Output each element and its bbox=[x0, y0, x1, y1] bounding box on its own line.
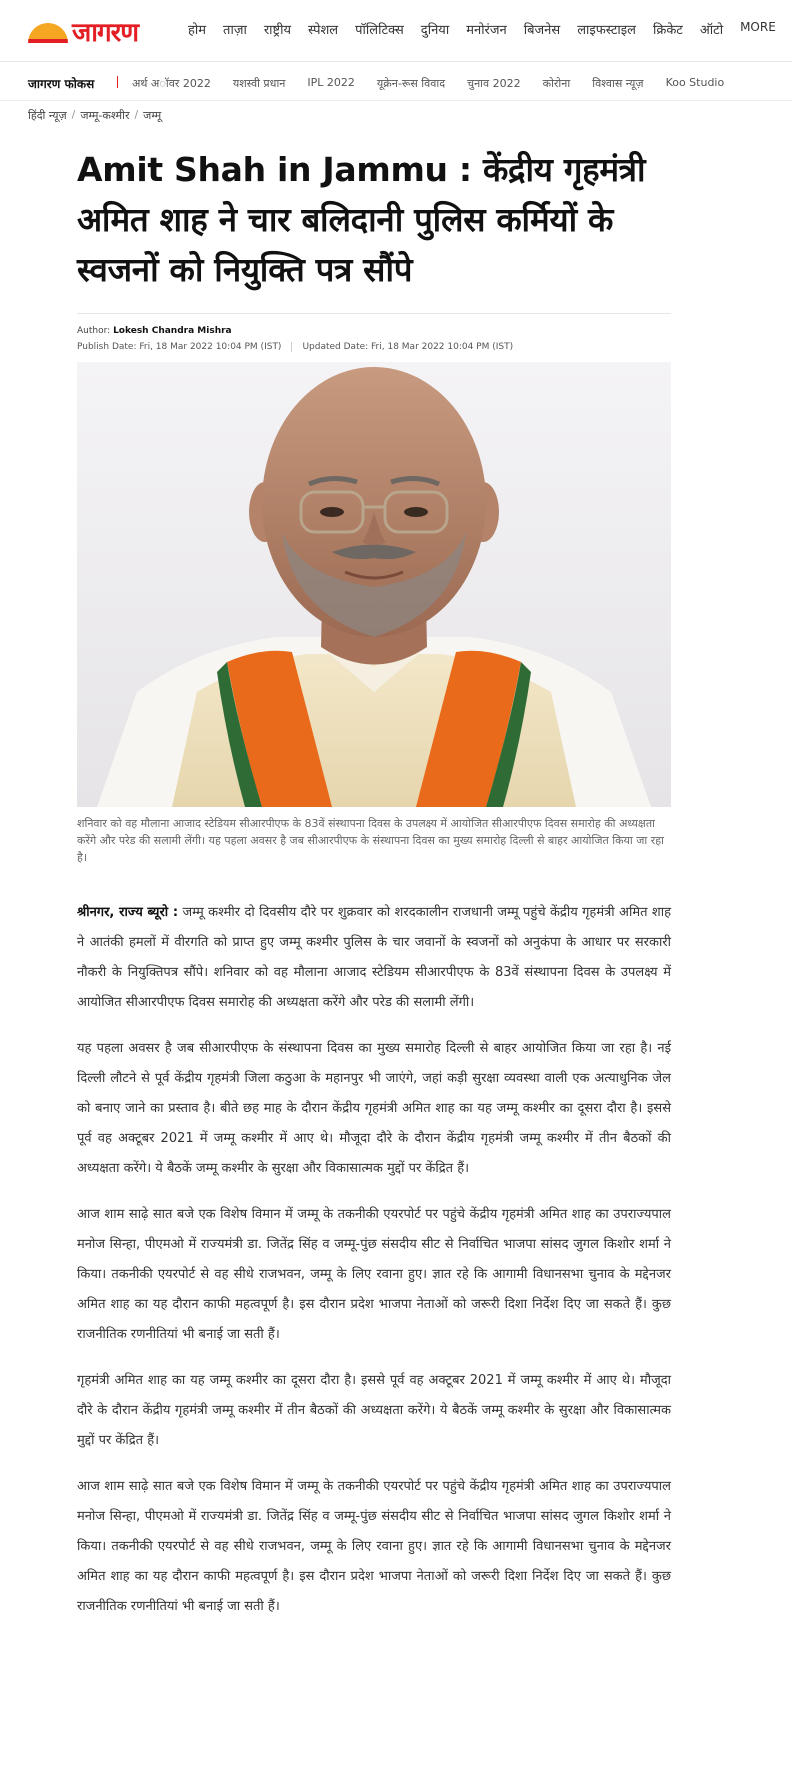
author-name[interactable]: Lokesh Chandra Mishra bbox=[113, 326, 232, 336]
author-label: Author: bbox=[77, 326, 111, 336]
portrait-illustration bbox=[77, 362, 671, 807]
breadcrumb-separator: / bbox=[71, 108, 76, 121]
nav-item-national[interactable]: राष्ट्रीय bbox=[263, 23, 292, 38]
focus-item-earth-hour[interactable]: अर्थ अॉवर 2022 bbox=[132, 77, 211, 90]
nav-item-home[interactable]: होम bbox=[188, 23, 207, 38]
site-logo[interactable] bbox=[28, 16, 138, 46]
logo-sun-icon bbox=[28, 23, 68, 43]
focus-item-elections[interactable]: चुनाव 2022 bbox=[467, 77, 521, 90]
article-paragraph bbox=[77, 898, 671, 1018]
image-caption: शनिवार को वह मौलाना आजाद स्टेडियम सीआरपीएफ के 83वें संस्थापना दिवस के उपलक्ष्य में आयोजित सीआरपीएफ दिवस समारोह की अध्यक्षता करेंगे और परेड की सलामी लेंगी। यह पहला अवसर है जब सीआरपीएफ के संस्थापना दिवस का मुख्य समारोह दिल्ली से बाहर आयोजित किया जा रहा है। bbox=[77, 817, 664, 864]
nav-item-cricket[interactable]: क्रिकेट bbox=[652, 23, 683, 38]
focus-items bbox=[132, 76, 746, 91]
article-headline: Amit Shah in Jammu : केंद्रीय गृहमंत्री अमित शाह ने चार बलिदानी पुलिस कर्मियों के स्वजनों को नियुक्ति पत्र सौंपे bbox=[77, 150, 646, 289]
nav-item-more[interactable]: MORE bbox=[740, 20, 776, 34]
dateline: श्रीनगर, राज्य ब्यूरो : bbox=[77, 905, 179, 920]
breadcrumb-separator: / bbox=[134, 108, 139, 121]
breadcrumb-jammu[interactable]: जम्मू bbox=[143, 109, 162, 122]
nav-item-politics[interactable]: पॉलिटिक्स bbox=[355, 23, 404, 38]
headline-divider bbox=[77, 313, 671, 314]
article-paragraph: आज शाम साढ़े सात बजे एक विशेष विमान में जम्मू के तकनीकी एयरपोर्ट पर पहुंचे केंद्रीय गृहमंत्री अमित शाह का उपराज्यपाल मनोज सिन्हा, पीएमओ में राज्यमंत्री डा. जितेंद्र सिंह व जम्मू-पुंछ संसदीय सीट से निर्वाचित भाजपा सांसद जुगल किशोर शर्मा ने किया। तकनीकी एयरपोर्ट से वह सीधे राजभवन, जम्मू के लिए रवाना हुए। ज्ञात रहे कि आगामी विधानसभा चुनाव के मद्देनजर अमित शाह का यह दौरान काफी महत्वपूर्ण है। इस दौरान प्रदेश भाजपा नेताओं को जरूरी दिशा निर्देश दिए जा सकते हैं। कुछ राजनीतिक रणनीतियां भी बनाई जा सती हैं। bbox=[77, 1479, 671, 1614]
article-header bbox=[77, 145, 671, 352]
article-meta bbox=[77, 326, 671, 352]
date-separator bbox=[291, 342, 292, 352]
nav-item-world[interactable]: दुनिया bbox=[420, 23, 450, 38]
focus-item-corona[interactable]: कोरोना bbox=[542, 77, 571, 90]
nav-item-entertainment[interactable]: मनोरंजन bbox=[466, 23, 507, 38]
article-body bbox=[77, 898, 671, 1638]
author-line bbox=[77, 326, 671, 336]
focus-title: जागरण फोकस bbox=[28, 77, 95, 91]
article-dates bbox=[77, 342, 671, 352]
focus-divider bbox=[117, 76, 118, 88]
nav-item-business[interactable]: बिजनेस bbox=[523, 23, 561, 38]
article-paragraph: आज शाम साढ़े सात बजे एक विशेष विमान में जम्मू के तकनीकी एयरपोर्ट पर पहुंचे केंद्रीय गृहमंत्री अमित शाह का उपराज्यपाल मनोज सिन्हा, पीएमओ में राज्यमंत्री डा. जितेंद्र सिंह व जम्मू-पुंछ संसदीय सीट से निर्वाचित भाजपा सांसद जुगल किशोर शर्मा ने किया। तकनीकी एयरपोर्ट से वह सीधे राजभवन, जम्मू के लिए रवाना हुए। ज्ञात रहे कि आगामी विधानसभा चुनाव के मद्देनजर अमित शाह का यह दौरान काफी महत्वपूर्ण है। इस दौरान प्रदेश भाजपा नेताओं को जरूरी दिशा निर्देश दिए जा सकते हैं। कुछ राजनीतिक रणनीतियां भी बनाई जा सती हैं। bbox=[77, 1207, 671, 1342]
paragraph-text: जम्मू कश्मीर दो दिवसीय दौरे पर शुक्रवार को शरदकालीन राजधानी जम्मू पहुंचे केंद्रीय गृहमंत्री अमित शाह ने आतंकी हमलों में वीरगति को प्राप्त हुए जम्मू कश्मीर पुलिस के चार जवानों के स्वजनों को अनुकंपा के आधार पर सरकारी नौकरी के नियुक्तिपत्र सौंपे। शनिवार को वह मौलाना आजाद स्टेडियम सीआरपीएफ के 83वें संस्थापना दिवस के उपलक्ष्य में आयोजित सीआरपीएफ दिवस समारोह की अध्यक्षता करेंगे और परेड की सलामी लेंगी। bbox=[77, 905, 671, 1010]
publish-date: Publish Date: Fri, 18 Mar 2022 10:04 PM (IST) bbox=[77, 342, 282, 352]
focus-bar bbox=[0, 63, 792, 101]
nav-item-lifestyle[interactable]: लाइफस्टाइल bbox=[577, 23, 636, 38]
site-header bbox=[0, 0, 792, 62]
focus-item-yashasvi[interactable]: यशस्वी प्रधान bbox=[232, 77, 286, 90]
nav-item-special[interactable]: स्पेशल bbox=[308, 23, 339, 38]
focus-item-vishvas-news[interactable]: विश्वास न्यूज़ bbox=[592, 77, 644, 90]
logo-text: जागरण bbox=[72, 18, 139, 48]
updated-date: Updated Date: Fri, 18 Mar 2022 10:04 PM (IST) bbox=[302, 342, 514, 352]
breadcrumb-jammu-kashmir[interactable]: जम्मू-कश्मीर bbox=[80, 109, 130, 122]
nav-item-latest[interactable]: ताज़ा bbox=[223, 23, 247, 38]
breadcrumb bbox=[28, 108, 161, 123]
hero-image bbox=[77, 362, 671, 807]
focus-item-koo-studio[interactable]: Koo Studio bbox=[665, 76, 725, 89]
focus-item-ipl[interactable]: IPL 2022 bbox=[307, 76, 355, 89]
main-nav bbox=[188, 20, 776, 38]
breadcrumb-hindi-news[interactable]: हिंदी न्यूज़ bbox=[28, 109, 67, 122]
article-paragraph: गृहमंत्री अमित शाह का यह जम्मू कश्मीर का दूसरा दौरा है। इससे पूर्व वह अक्टूबर 2021 में जम्मू कश्मीर में आए थे। मौजूदा दौरे के दौरान केंद्रीय गृहमंत्री जम्मू कश्मीर में तीन बैठकों की अध्यक्षता करेंगे। ये बैठकें जम्मू कश्मीर के सुरक्षा और विकासात्मक मुद्दों पर केंद्रित हैं। bbox=[77, 1373, 671, 1448]
article-paragraph: यह पहला अवसर है जब सीआरपीएफ के संस्थापना दिवस का मुख्य समारोह दिल्ली से बाहर आयोजित किया जा रहा है। नई दिल्ली लौटने से पूर्व केंद्रीय गृहमंत्री जिला कठुआ के महानपुर भी जाएंगे, जहां कड़ी सुरक्षा व्यवस्था वाली एक अत्याधुनिक जेल को बनाए जाने का प्रस्ताव है। बीते छह माह के दौरान केंद्रीय गृहमंत्री अमित शाह का यह जम्मू कश्मीर का दूसरा दौरा है। इससे पूर्व वह अक्टूबर 2021 में जम्मू कश्मीर में आए थे। मौजूदा दौरे के दौरान केंद्रीय गृहमंत्री जम्मू कश्मीर में तीन बैठकों की अध्यक्षता करेंगे। ये बैठकें जम्मू कश्मीर के सुरक्षा और विकासात्मक मुद्दों पर केंद्रित हैं। bbox=[77, 1041, 671, 1176]
focus-item-ukraine-russia[interactable]: यूक्रेन-रूस विवाद bbox=[376, 77, 446, 90]
nav-item-auto[interactable]: ऑटो bbox=[699, 23, 724, 38]
